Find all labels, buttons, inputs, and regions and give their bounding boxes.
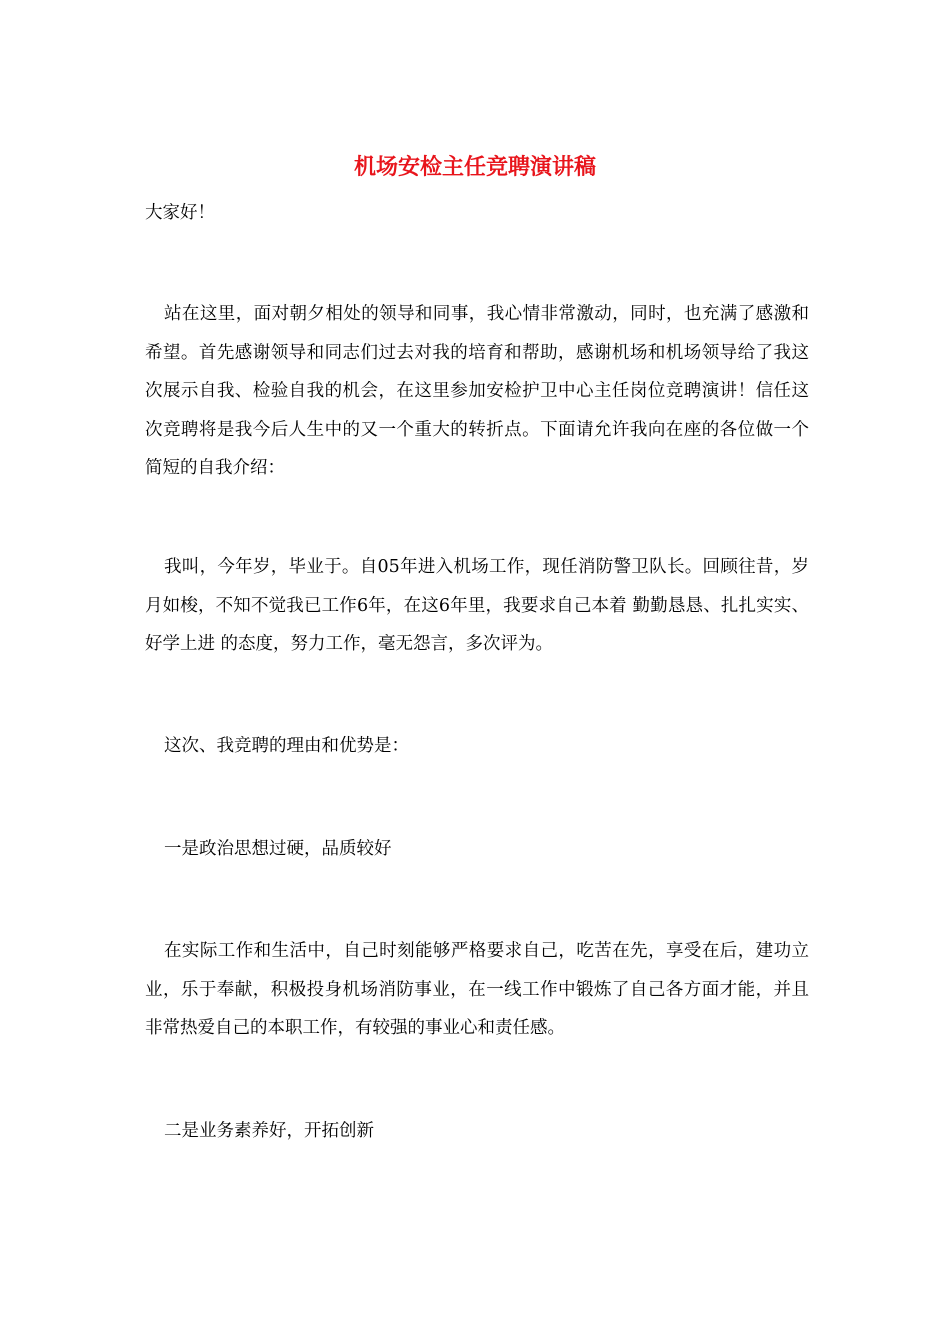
paragraph-reasons: 这次、我竞聘的理由和优势是： [164, 736, 409, 756]
paragraph-work-attitude: 在实际工作和生活中，自己时刻能够严格要求自己，吃苦在先，享受在后，建功立业，乐于奉献，积极投身机场消防事业，在一线工作中锻炼了自己各方面才能，并且非常热爱自己的本职工作，有较强的事业心和责任感。 [145, 941, 809, 1038]
document-title: 机场安检主任竞聘演讲稿 [353, 155, 596, 180]
paragraph-intro: 站在这里，面对朝夕相处的领导和同事，我心情非常激动，同时，也充满了感激和希望。首先感谢领导和同志们过去对我的培育和帮助，感谢机场和机场领导给了我这次展示自我、检验自我的机会，在这里参加安检护卫中心主任岗位竞聘演讲！信任这次竞聘将是我今后人生中的又一个重大的转折点。下面请允许我向在座的各位做一个简短的自我介绍： [145, 304, 809, 478]
greeting-text: 大家好！ [145, 203, 215, 223]
section-heading-2: 二是业务素养好，开拓创新 [164, 1121, 374, 1141]
paragraph-self-introduction: 我叫，今年岁，毕业于。自05年进入机场工作，现任消防警卫队长。回顾往昔，岁月如梭，不知不觉我已工作6年，在这6年里，我要求自己本着 勤勤恳恳、扎扎实实、好学上进 的态度，努力工作，毫无怨言，多次评为。 [145, 557, 809, 654]
section-heading-1: 一是政治思想过硬，品质较好 [164, 839, 392, 859]
